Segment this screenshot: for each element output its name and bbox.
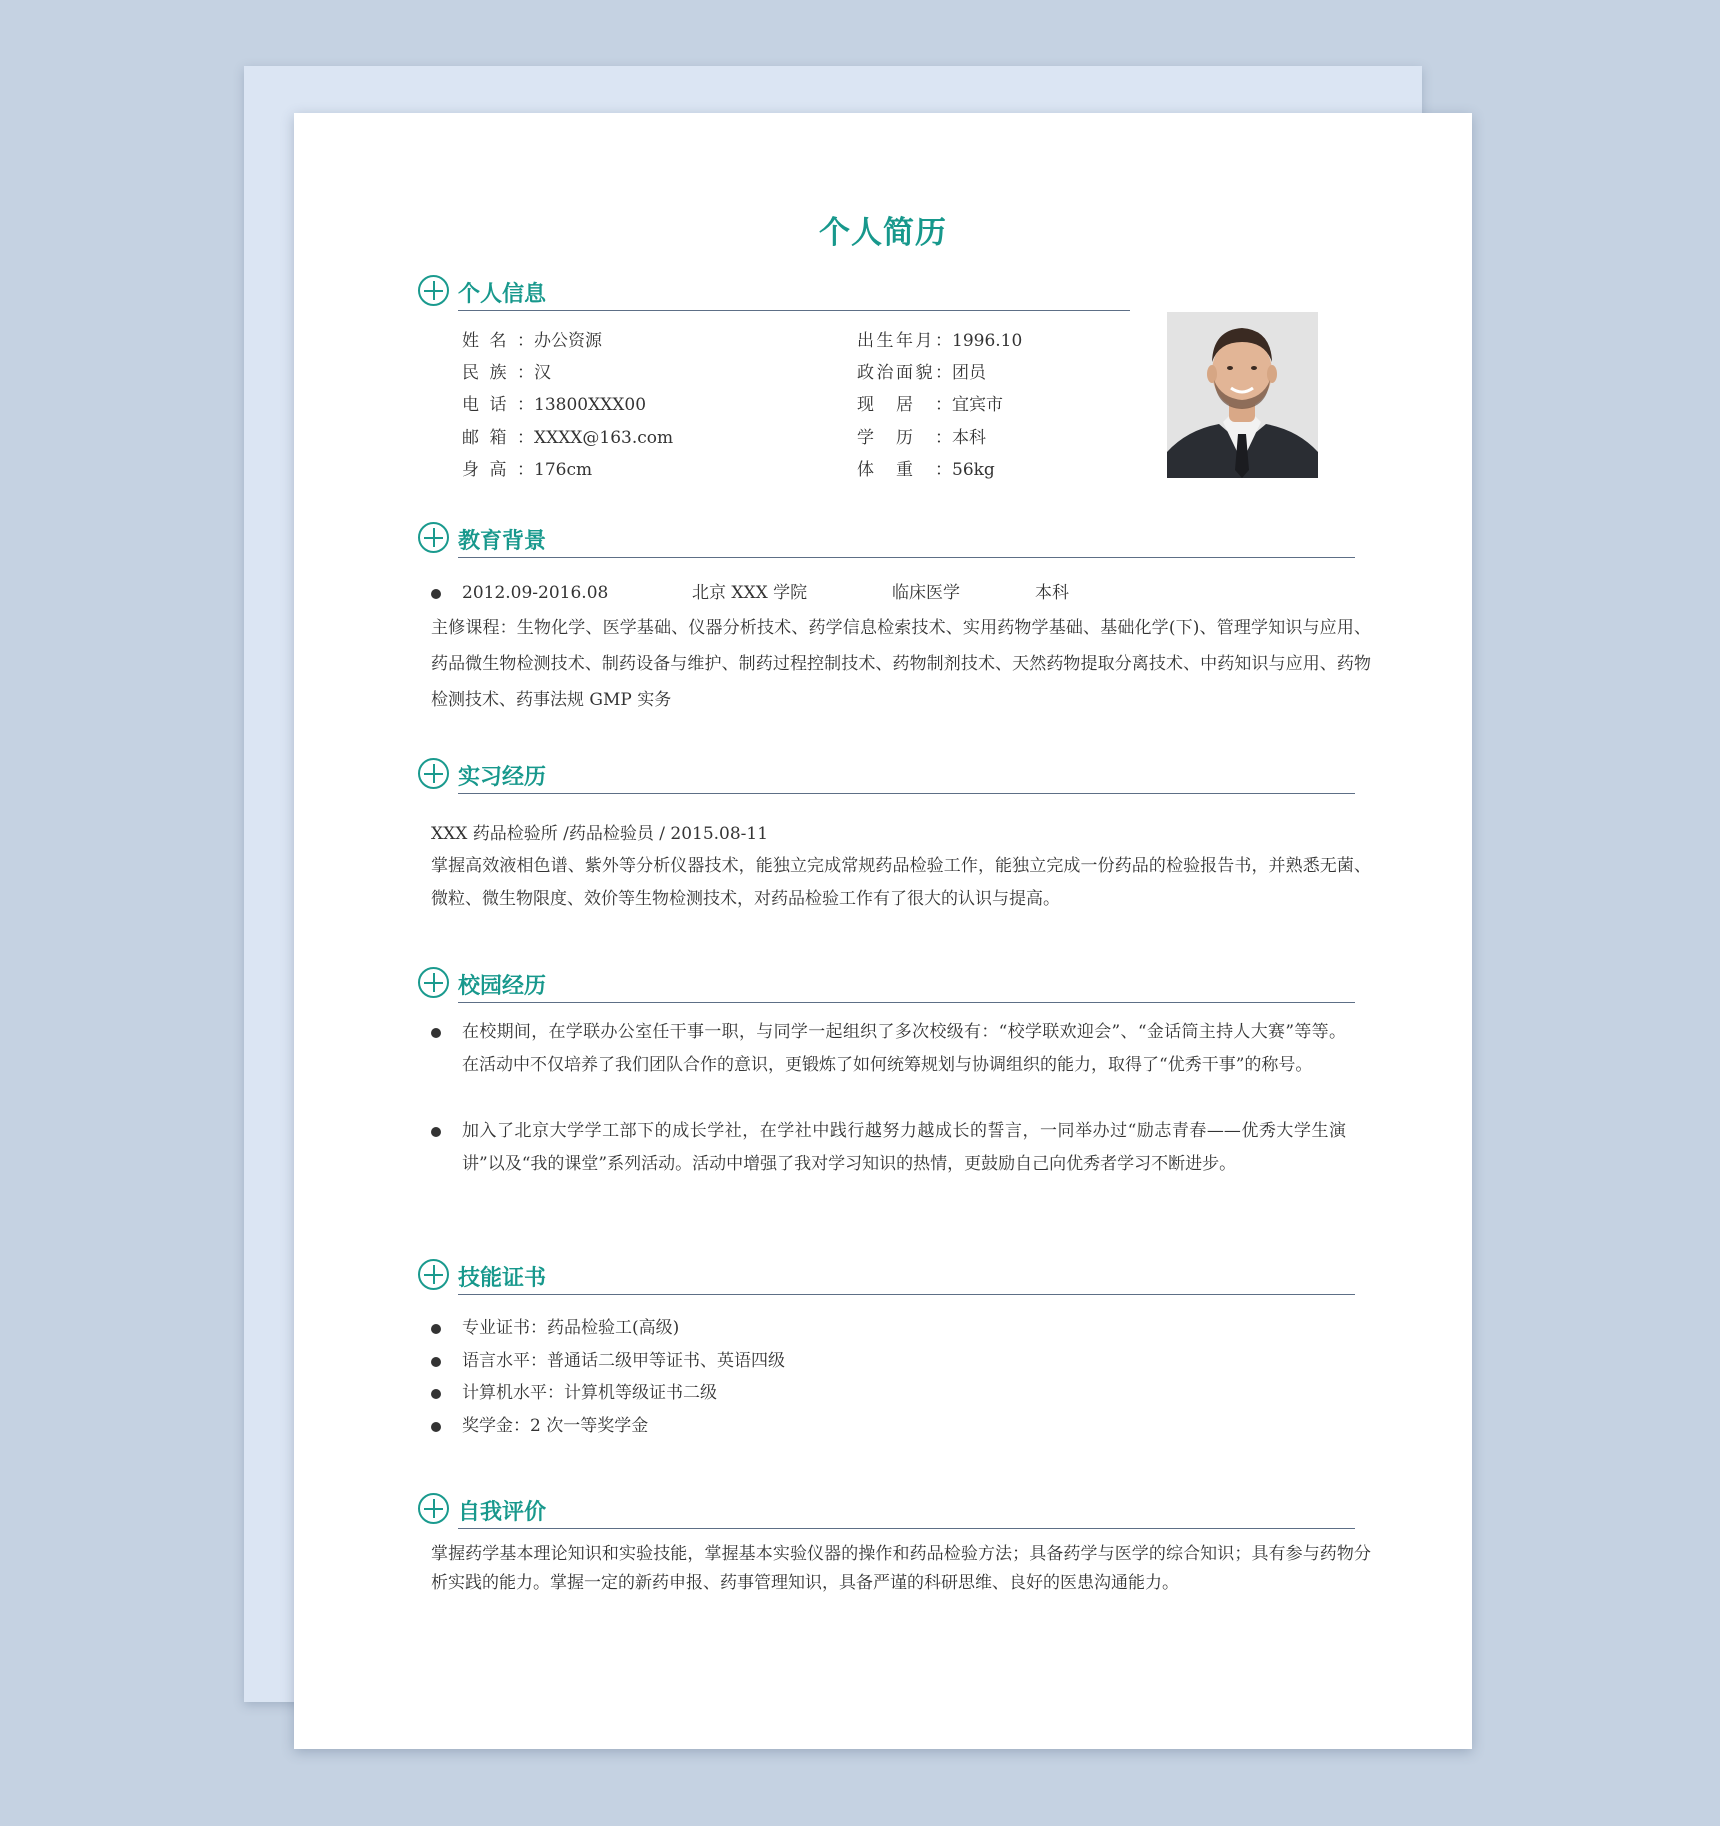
- resume-page: [294, 113, 1472, 1749]
- skill-item: [431, 1377, 717, 1409]
- plus-circle-icon: [418, 758, 449, 789]
- education-major: 临床医学: [892, 583, 960, 603]
- self-evaluation-text: 掌握药学基本理论知识和实验技能，掌握基本实验仪器的操作和药品检验方法；具备药学与医学的综合知识；具有参与药物分析实践的能力。掌握一定的新药申报、药事管理知识，具备严谨的科研思维、良好的医患沟通能力。: [431, 1544, 1371, 1593]
- info-row: [462, 327, 602, 355]
- info-value: 办公资源: [534, 331, 602, 351]
- education-period: 2012.09-2016.08: [462, 583, 609, 603]
- bullet-dot: [431, 1357, 441, 1367]
- info-label: 民族：: [462, 363, 534, 383]
- info-label: 现居：: [857, 395, 952, 415]
- section-title: 技能证书: [458, 1266, 547, 1291]
- info-value: 1996.10: [952, 331, 1023, 351]
- info-row: [857, 327, 1022, 355]
- plus-circle-icon: [418, 275, 449, 306]
- info-label: 出生年月：: [857, 331, 952, 351]
- avatar-illustration: [1167, 312, 1318, 478]
- campus-item-text: 在校期间，在学联办公室任干事一职，与同学一起组织了多次校级有：“校学联欢迎会”、“金话筒主持人大赛”等等。在活动中不仅培养了我们团队合作的意识，更锻炼了如何统筹规划与协调组织的能力，取得了“优秀干事”的称号。: [462, 1022, 1346, 1075]
- skill-text: 语言水平：普通话二级甲等证书、英语四级: [462, 1351, 785, 1371]
- internship-description: 掌握高效液相色谱、紫外等分析仪器技术，能独立完成常规药品检验工作，能独立完成一份药品的检验报告书，并熟悉无菌、微粒、微生物限度、效价等生物检测技术，对药品检验工作有了很大的认识与提高。: [431, 856, 1371, 909]
- section-divider: [458, 557, 1355, 558]
- info-value: 团员: [952, 363, 986, 383]
- info-row: [462, 359, 551, 387]
- section-divider: [458, 793, 1355, 794]
- info-row: [857, 456, 995, 484]
- bullet-dot: [431, 1324, 441, 1334]
- internship-header: XXX 药品检验所 /药品检验员 / 2015.08-11: [431, 824, 769, 844]
- info-row: [462, 456, 592, 484]
- education-degree: 本科: [1035, 583, 1069, 603]
- section-title: 实习经历: [458, 765, 547, 790]
- info-label: 电话：: [462, 395, 534, 415]
- skill-item: [431, 1410, 648, 1442]
- bullet-dot: [431, 1389, 441, 1399]
- bullet-dot: [431, 1127, 441, 1137]
- info-row: [462, 391, 646, 419]
- section-divider: [458, 1294, 1355, 1295]
- section-title: 个人信息: [458, 282, 547, 307]
- info-label: 学历：: [857, 428, 952, 448]
- skill-text: 专业证书：药品检验工(高级): [462, 1318, 680, 1338]
- info-row: [857, 391, 1003, 419]
- bullet-dot: [431, 1028, 441, 1038]
- education-courses: 主修课程：生物化学、医学基础、仪器分析技术、药学信息检索技术、实用药物学基础、基础化学(下)、管理学知识与应用、药品微生物检测技术、制药设备与维护、制药过程控制技术、药物制剂技术、天然药物提取分离技术、中药知识与应用、药物检测技术、药事法规 GMP 实务: [431, 618, 1371, 710]
- section-divider: [458, 1528, 1355, 1529]
- info-value: 汉: [534, 363, 551, 383]
- section-divider: [458, 1002, 1355, 1003]
- info-label: 体重：: [857, 460, 952, 480]
- campus-item-text: 加入了北京大学学工部下的成长学社，在学社中践行越努力越成长的誓言，一同举办过“励志青春——优秀大学生演讲”以及“我的课堂”系列活动。活动中增强了我对学习知识的热情，更鼓励自己向优秀者学习不断进步。: [462, 1121, 1346, 1174]
- section-title: 教育背景: [458, 529, 547, 554]
- info-value: XXXX@163.com: [534, 428, 674, 448]
- info-label: 政治面貌：: [857, 363, 952, 383]
- info-row: [857, 359, 986, 387]
- section-title: 校园经历: [458, 974, 547, 999]
- info-value: 宜宾市: [952, 395, 1003, 415]
- section-divider: [458, 310, 1130, 311]
- skill-text: 奖学金：2 次一等奖学金: [462, 1416, 649, 1436]
- section-title: 自我评价: [458, 1500, 547, 1525]
- profile-photo: [1167, 312, 1318, 478]
- plus-circle-icon: [418, 1493, 449, 1524]
- info-row: [857, 424, 986, 452]
- skill-item: [431, 1345, 785, 1377]
- info-value: 13800XXX00: [534, 395, 647, 415]
- page-title: 个人简历: [819, 215, 947, 251]
- education-school: 北京 XXX 学院: [692, 583, 808, 603]
- campus-item: [431, 1016, 1346, 1082]
- bullet-dot: [431, 589, 441, 599]
- info-label: 姓名：: [462, 331, 534, 351]
- skill-text: 计算机水平：计算机等级证书二级: [462, 1383, 717, 1403]
- plus-circle-icon: [418, 1259, 449, 1290]
- info-value: 本科: [952, 428, 986, 448]
- plus-circle-icon: [418, 522, 449, 553]
- campus-item: [431, 1115, 1346, 1181]
- info-value: 56kg: [952, 460, 995, 480]
- info-value: 176cm: [534, 460, 593, 480]
- info-label: 邮箱：: [462, 428, 534, 448]
- info-label: 身高：: [462, 460, 534, 480]
- plus-circle-icon: [418, 967, 449, 998]
- bullet-dot: [431, 1422, 441, 1432]
- skill-item: [431, 1312, 679, 1344]
- education-entry: [431, 577, 1131, 609]
- info-row: [462, 424, 673, 452]
